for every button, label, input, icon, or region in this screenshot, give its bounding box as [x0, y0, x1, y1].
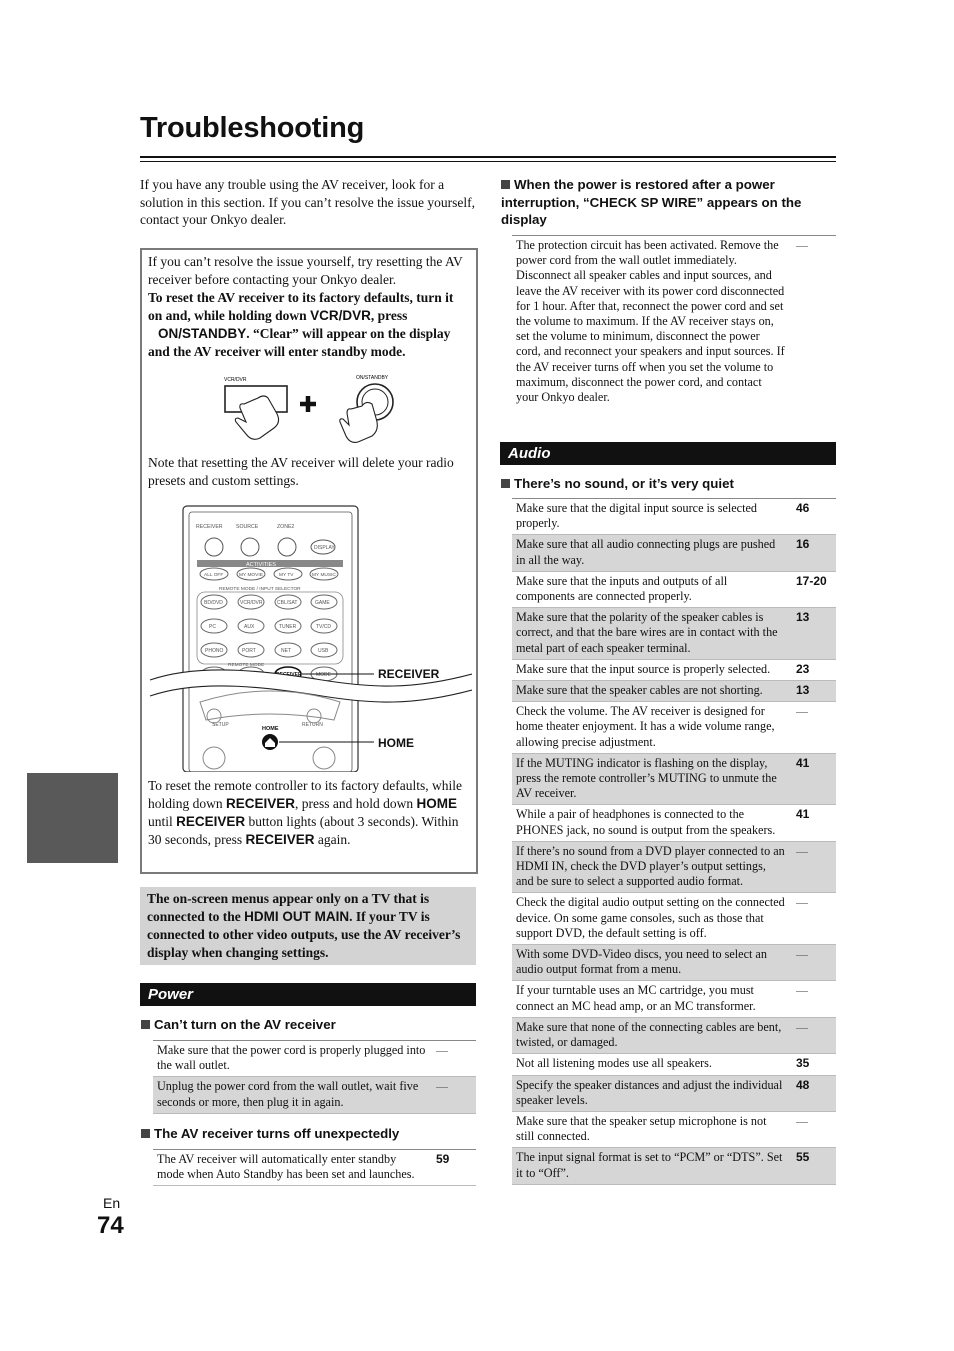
label-on-standby: ON/STANDBY: [356, 375, 389, 381]
reset-note: Note that resetting the AV receiver will delete your radio presets and custom settings.: [148, 455, 454, 488]
key-on-standby: ON/STANDBY: [158, 326, 247, 341]
svg-text:PORT: PORT: [242, 648, 256, 654]
table-row: Make sure that the speaker cables are not shorting. 13: [512, 681, 836, 702]
table-no-sound: [512, 498, 836, 1185]
table-row: Make sure that the input source is properly selected. 23: [512, 660, 836, 681]
svg-text:GAME: GAME: [315, 600, 330, 606]
svg-text:MY MUSIC: MY MUSIC: [312, 573, 336, 578]
subheading-check-sp-wire: When the power is restored after a power interruption, “CHECK SP WIRE” appears on the display: [501, 177, 802, 227]
svg-text:AUX: AUX: [244, 624, 255, 630]
intro-paragraph: If you have any trouble using the AV receiver, look for a solution in this section. If you can’t resolve the issue yourself, contact your Onkyo dealer.: [140, 177, 475, 228]
title-rule-thin: [140, 161, 836, 162]
table-cant-turn-on: [153, 1040, 476, 1114]
section-heading-power: Power: [140, 983, 476, 1006]
table-row: While a pair of headphones is connected to the PHONES jack, no sound is output from the speakers. 41: [512, 805, 836, 841]
hand-icon: [340, 402, 378, 442]
subheading-turns-off: The AV receiver turns off unexpectedly: [141, 1125, 399, 1143]
callout-receiver: RECEIVER: [378, 667, 440, 681]
svg-text:MY MOVIE: MY MOVIE: [239, 573, 263, 578]
table-row: Make sure that the speaker setup microphone is not still connected. —: [512, 1112, 836, 1148]
table-row: The AV receiver will automatically enter standby mode when Auto Standby has been set and launches. 59: [153, 1150, 476, 1186]
svg-text:ALL OFF: ALL OFF: [204, 573, 224, 578]
table-row: With some DVD-Video discs, you need to select an audio output format from a menu. —: [512, 945, 836, 981]
svg-text:SETUP: SETUP: [212, 722, 229, 728]
hand-icon: [235, 396, 278, 439]
square-bullet-icon: [141, 1129, 150, 1138]
svg-text:ZONE2: ZONE2: [277, 524, 295, 530]
table-row: The protection circuit has been activated. Remove the power cord from the wall outlet immediately. Disconnect all speaker cables and input sources, and leave the AV receiver with its power cord disconnected for 1 hour. After that, reconnect the power cord and set the volume to maximum. If the AV receiver stays on, set the volume to minimum, disconnect the power cord, and reconnect your speakers and input sources. If the AV receiver turns off when you set the volume to maximum, disconnect the power cord, and contact your Onkyo dealer. —: [516, 238, 808, 405]
chapter-tab: [27, 773, 118, 863]
svg-text:HOME: HOME: [262, 726, 279, 732]
subheading-cant-turn-on: Can’t turn on the AV receiver: [141, 1016, 336, 1034]
table-row: Make sure that the polarity of the speaker cables is correct, and that the bare wires are in contact with the metal part of each speaker terminal. 13: [512, 608, 836, 660]
table-row: The input signal format is set to “PCM” or “DTS”. Set it to “Off”. 55: [512, 1148, 836, 1184]
title-rule: [140, 156, 836, 158]
svg-text:TV: TV: [247, 672, 254, 678]
reset-intro: If you can’t resolve the issue yourself, try resetting the AV receiver before contacting your Onkyo dealer.: [148, 254, 463, 287]
svg-text:TV/CD: TV/CD: [316, 624, 331, 630]
svg-text:PHONO: PHONO: [205, 648, 224, 654]
svg-text:RECEIVER: RECEIVER: [276, 672, 302, 678]
page-language: En: [103, 1195, 121, 1211]
remote-figure: [142, 502, 472, 772]
table-turns-off: [153, 1149, 476, 1186]
table-row: Check the digital audio output setting on the connected device. On some game consoles, such as those that support DVD, the default setting is off. —: [512, 893, 836, 945]
plus-icon: [300, 396, 316, 412]
square-bullet-icon: [501, 479, 510, 488]
label-vcr-dvr: VCR/DVR: [224, 377, 247, 383]
page-title: Troubleshooting: [140, 112, 365, 144]
svg-text:NET: NET: [281, 648, 291, 654]
reset-box: [140, 248, 478, 874]
svg-text:MODE: MODE: [206, 672, 221, 678]
table-row: Check the volume. The AV receiver is designed for home theater enjoyment. It has a wide volume range, allowing precise adjustment. —: [512, 702, 836, 754]
svg-text:PC: PC: [209, 624, 216, 630]
square-bullet-icon: [141, 1020, 150, 1029]
table-row: If there’s no sound from a DVD player connected to an HDMI IN, check the DVD player’s output settings, and be sure to select a supported audio format. —: [512, 842, 836, 894]
table-row: Unplug the power cord from the wall outlet, wait five seconds or more, then plug it in again. —: [153, 1077, 476, 1113]
activities-label: ACTIVITIES: [246, 562, 276, 568]
table-row: Specify the speaker distances and adjust the individual speaker levels. 48: [512, 1076, 836, 1112]
table-row: Make sure that the digital input source is selected properly. 46: [512, 499, 836, 535]
svg-text:RECEIVER: RECEIVER: [196, 524, 223, 530]
subheading-no-sound: There’s no sound, or it’s very quiet: [501, 475, 734, 493]
svg-text:VCR/DVR: VCR/DVR: [240, 600, 263, 606]
table-row: Not all listening modes use all speakers. 35: [512, 1054, 836, 1075]
svg-text:MY TV: MY TV: [279, 573, 294, 578]
section-heading-audio: Audio: [500, 442, 836, 465]
table-row: If your turntable uses an MC cartridge, you must connect an MC head amp, or an MC transformer. —: [512, 981, 836, 1017]
selector-label: REMOTE MODE / INPUT SELECTOR: [219, 587, 301, 592]
svg-text:SOURCE: SOURCE: [236, 524, 259, 530]
table-row: Make sure that none of the connecting cables are bent, twisted, or damaged. —: [512, 1018, 836, 1054]
table-row: Make sure that the inputs and outputs of all components are connected properly. 17-20: [512, 572, 836, 608]
reset-figure: [212, 372, 412, 444]
onscreen-menu-note: The on-screen menus appear only on a TV that is connected to the HDMI OUT MAIN. If your TV is connected to other video outputs, use the AV receiver’s display when changing settings.: [140, 887, 476, 965]
key-vcr-dvr: VCR/DVR: [310, 308, 371, 323]
svg-text:TUNER: TUNER: [279, 624, 297, 630]
svg-text:USB: USB: [318, 648, 329, 654]
display-button-label: DISPLAY: [314, 545, 335, 551]
remote-reset-instructions: To reset the remote controller to its factory defaults, while holding down RECEIVER, press and hold down HOME until RECEIVER button lights (about 3 seconds). Within 30 seconds, press RECEIVER again.: [148, 778, 462, 847]
svg-text:MODE: MODE: [316, 672, 331, 678]
svg-text:BD/DVD: BD/DVD: [204, 600, 223, 606]
svg-text:CBL/SAT: CBL/SAT: [277, 600, 298, 606]
table-row: Make sure that all audio connecting plugs are pushed in all the way. 16: [512, 535, 836, 571]
reset-av-instructions: To reset the AV receiver to its factory defaults, turn it on and, while holding down VCR/DVR, press ON/STANDBY. “Clear” will appear on the display and the AV receiver will enter standby mode.: [148, 290, 454, 359]
square-bullet-icon: [501, 180, 510, 189]
table-check-sp-wire: [512, 235, 836, 408]
remote-mode-label: REMOTE MODE: [228, 663, 265, 668]
table-row: If the MUTING indicator is flashing on the display, press the remote controller’s MUTING to unmute the AV receiver. 41: [512, 754, 836, 806]
page-number: 74: [97, 1212, 124, 1239]
svg-text:RETURN: RETURN: [302, 722, 323, 728]
callout-home: HOME: [378, 736, 414, 750]
table-row: Make sure that the power cord is properly plugged into the wall outlet. —: [153, 1041, 476, 1077]
